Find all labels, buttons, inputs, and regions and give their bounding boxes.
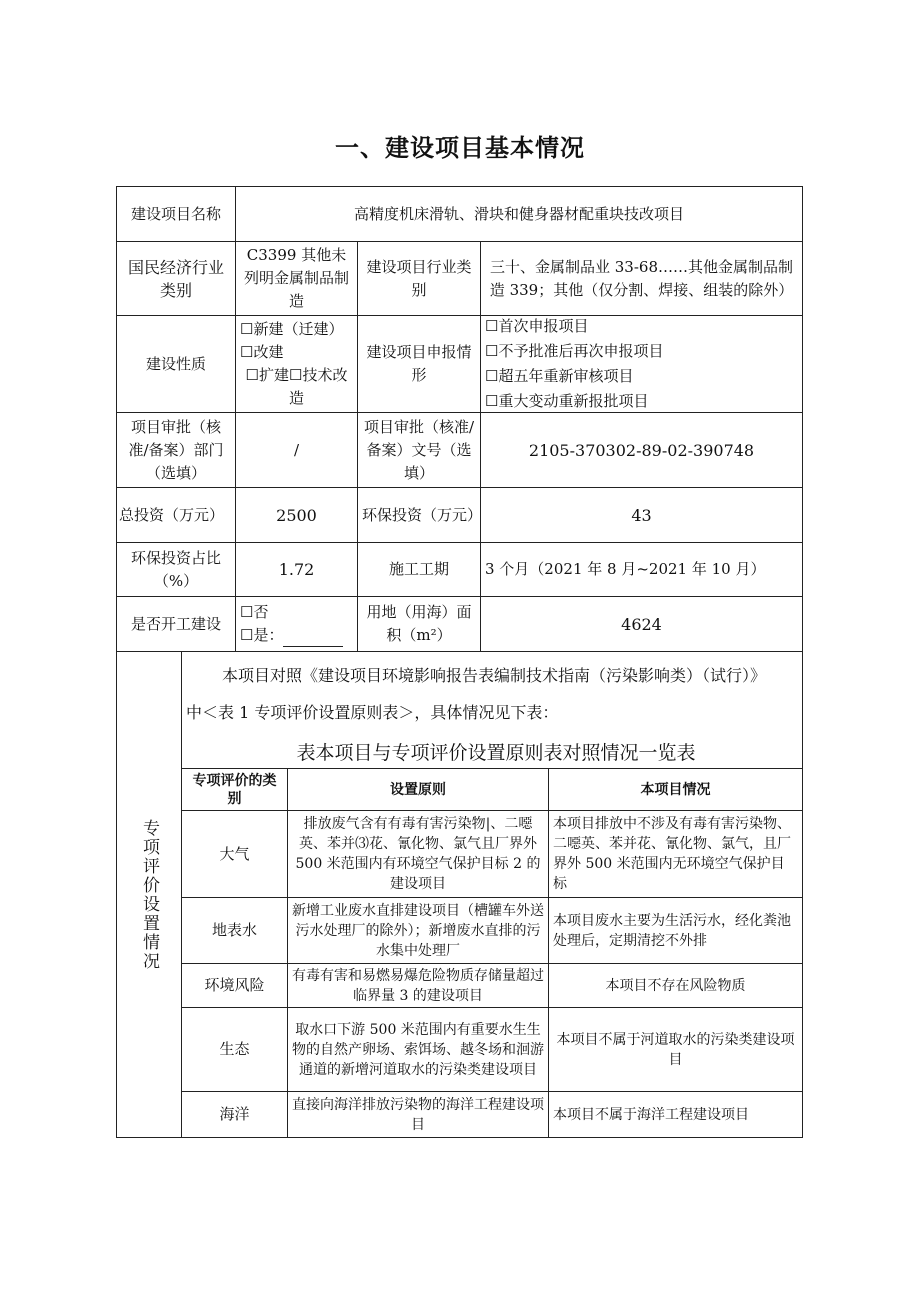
started-no: ☐否 (240, 603, 269, 621)
special-table-title: 表本项目与专项评价设置原则表对照情况一览表 (296, 742, 696, 764)
started-options (235, 596, 358, 652)
declare-again: ☐不予批准后再次申报项目 (485, 342, 664, 360)
name-label: 建设项目名称 (116, 186, 236, 242)
category-label: 建设项目行业类别 (357, 241, 481, 316)
row-air-category: 大气 (181, 810, 288, 898)
special-para-2: 中＜表 1 专项评价设置原则表＞，具体情况见下表： (186, 703, 559, 722)
dept-label: 项目审批（核准/备案）部门（选填） (116, 412, 236, 488)
special-para-1: 本项目对照《建设项目环境影响报告表编制技术指南（污染影响类）（试行）》 (222, 666, 767, 685)
row-risk-category: 环境风险 (181, 963, 288, 1008)
nature-expand: ☐扩建☐技术改造 (245, 366, 348, 407)
row-eco-rule: 取水口下游 500 米范围内有重要水生生物的自然产卵场、索饵场、越冬场和洄游通道的新增河道取水的污染类建设项目 (287, 1007, 549, 1092)
declare-major-change: ☐重大变动重新报批项目 (485, 392, 649, 410)
industry-label: 国民经济行业类别 (116, 241, 236, 316)
row-ocean-status: 本项目不属于海洋工程建设项目 (548, 1091, 803, 1138)
row-eco-category: 生态 (181, 1007, 288, 1092)
declare-first: ☐首次申报项目 (485, 317, 589, 335)
dept-value: / (235, 412, 358, 488)
period-label: 施工工期 (357, 542, 481, 597)
env-invest-value: 43 (480, 487, 803, 543)
started-yes: ☐是： (240, 626, 284, 644)
row-ocean-rule: 直接向海洋排放污染物的海洋工程建设项目 (287, 1091, 549, 1138)
row-water-rule: 新增工业废水直排建设项目（槽罐车外送污水处理厂的除外）；新增废水直排的污水集中处理厂 (287, 897, 549, 964)
started-yes-row (240, 624, 343, 647)
invest-label: 总投资（万元） (116, 487, 236, 543)
declare-options (480, 315, 803, 413)
row-water-status: 本项目废水主要为生活污水，经化粪池处理后，定期清挖不外排 (548, 897, 803, 964)
name-value: 高精度机床滑轨、滑块和健身器材配重块技改项目 (235, 186, 803, 242)
row-ocean-category: 海洋 (181, 1091, 288, 1138)
special-side-label: 专项评价设置情况 (139, 818, 159, 971)
ratio-value: 1.72 (235, 542, 358, 597)
nature-new: ☐新建（迁建） (240, 320, 344, 338)
th-category: 专项评价的类别 (181, 768, 288, 811)
ratio-label: 环保投资占比（%） (116, 542, 236, 597)
row-water-category: 地表水 (181, 897, 288, 964)
th-status: 本项目情况 (548, 768, 803, 811)
docno-label: 项目审批（核准/备案）文号（选填） (357, 412, 481, 488)
row-risk-status: 本项目不存在风险物质 (548, 963, 803, 1008)
nature-rebuild: ☐改建 (240, 343, 284, 361)
special-side-label-cell (116, 651, 182, 1138)
period-value: 3 个月（2021 年 8 月~2021 年 10 月） (480, 542, 803, 597)
page-title: 一、建设项目基本情况 (335, 134, 585, 162)
industry-value: C3399 其他未列明金属制品制造 (235, 241, 358, 316)
declare-label: 建设项目申报情形 (357, 315, 481, 413)
category-value: 三十、金属制品业 33-68……其他金属制品制造 339；其他（仅分割、焊接、组装的除外） (480, 241, 803, 316)
nature-label: 建设性质 (116, 315, 236, 413)
invest-value: 2500 (235, 487, 358, 543)
declare-five-year: ☐超五年重新审核项目 (485, 367, 634, 385)
area-value: 4624 (480, 596, 803, 652)
docno-value: 2105-370302-89-02-390748 (480, 412, 803, 488)
started-date-blank (283, 632, 343, 647)
row-risk-rule: 有毒有害和易燃易爆危险物质存储量超过临界量 3 的建设项目 (287, 963, 549, 1008)
area-label: 用地（用海）面积（m²） (357, 596, 481, 652)
th-rule: 设置原则 (287, 768, 549, 811)
started-label: 是否开工建设 (116, 596, 236, 652)
env-invest-label: 环保投资（万元） (357, 487, 481, 543)
row-air-rule: 排放废气含有有毒有害污染物|、二噁英、苯并⑶花、氰化物、氯气且厂界外 500 米范围内有环境空气保护目标 2 的建设项目 (287, 810, 549, 898)
row-eco-status: 本项目不属于河道取水的污染类建设项目 (548, 1007, 803, 1092)
nature-options (235, 315, 358, 413)
row-air-status: 本项目排放中不涉及有毒有害污染物、二噁英、苯并花、氰化物、氯气，且厂界外 500 米范围内无环境空气保护目标 (548, 810, 803, 898)
